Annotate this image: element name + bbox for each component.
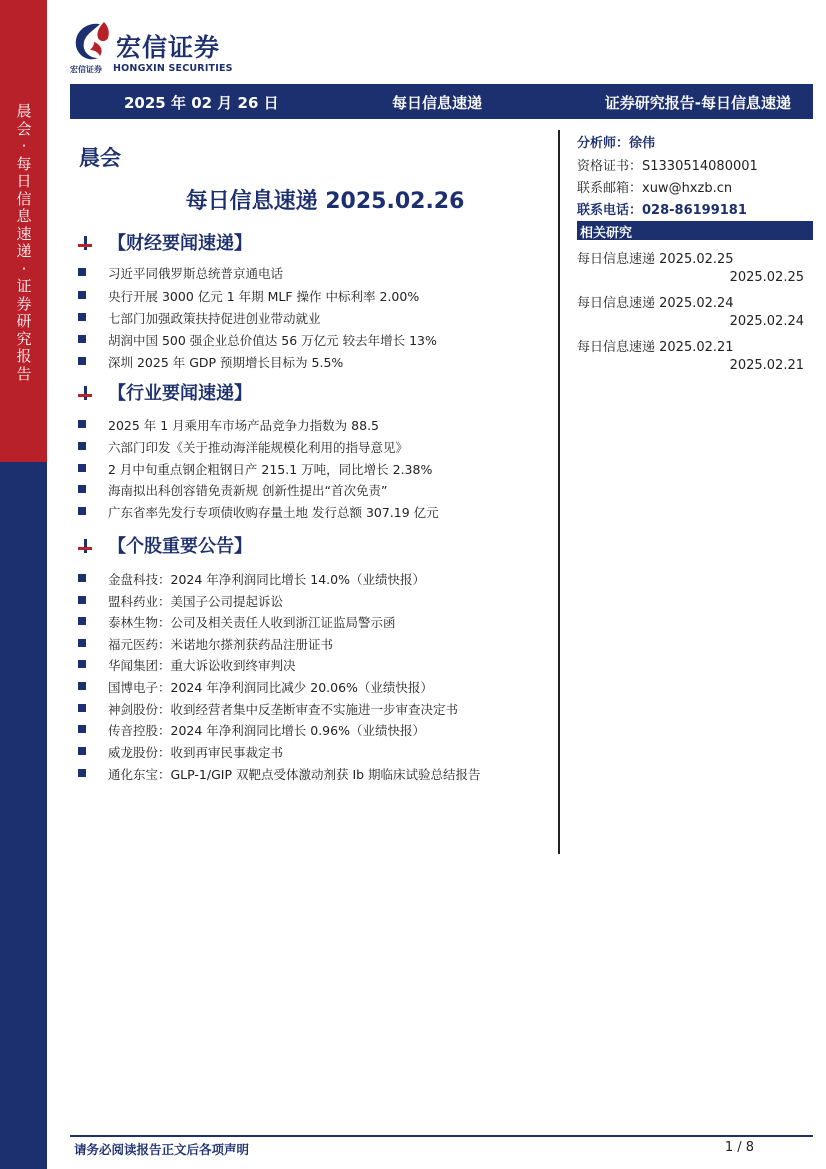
analyst-name: 分析师：徐伟 — [577, 136, 656, 151]
side-bar — [0, 0, 47, 1169]
list-item-text: 盟科药业：美国子公司提起诉讼 — [108, 594, 284, 609]
footer-divider — [70, 1135, 813, 1137]
list-item-text: 2025 年 1 月乘用车市场产品竞争力指数为 88.5 — [108, 418, 379, 433]
section-heading: 【财经要闻速递】 — [108, 233, 252, 254]
related-report-link[interactable]: 每日信息速递 2025.02.25 — [577, 252, 734, 267]
section-heading: 【个股重要公告】 — [108, 536, 252, 557]
list-item-text: 2 月中旬重点钢企粗钢日产 215.1 万吨，同比增长 2.38% — [108, 462, 433, 477]
section-marker-icon — [78, 236, 92, 250]
related-report-link[interactable]: 每日信息速递 2025.02.21 — [577, 340, 734, 355]
related-research-label: 相关研究 — [580, 226, 633, 241]
footer-disclaimer: 请务必阅读报告正文后各项声明 — [74, 1142, 250, 1157]
list-item-text: 国博电子：2024 年净利润同比减少 20.06%（业绩快报） — [108, 680, 433, 695]
logo-company-small: 宏信证券 — [70, 65, 102, 74]
column-divider — [558, 130, 560, 854]
list-item-text: 福元医药：米诺地尔搽剂获药品注册证书 — [108, 637, 334, 652]
header-bar — [70, 84, 813, 119]
related-report-date: 2025.02.25 — [729, 270, 804, 285]
section-marker-icon — [78, 539, 92, 553]
logo-company-cn: 宏信证券 — [116, 33, 221, 62]
analyst-phone: 联系电话：028-86199181 — [577, 203, 747, 218]
list-item-text: 六部门印发《关于推动海洋能规模化利用的指导意见》 — [108, 440, 409, 455]
report-category: 晨会 — [79, 145, 121, 170]
analyst-email: 联系邮箱：xuw@hxzb.cn — [577, 181, 733, 196]
list-item-text: 神剑股份：收到经营者集中反垄断审查不实施进一步审查决定书 — [108, 702, 459, 717]
list-item-text: 胡润中国 500 强企业总价值达 56 万亿元 较去年增长 13% — [108, 333, 437, 348]
list-item-text: 华闻集团：重大诉讼收到终审判决 — [108, 658, 296, 673]
list-item-text: 深圳 2025 年 GDP 预期增长目标为 5.5% — [108, 355, 344, 370]
list-item-text: 通化东宝：GLP-1/GIP 双靶点受体激动剂获 Ib 期临床试验总结报告 — [108, 767, 481, 782]
list-item-text: 广东省率先发行专项债收购存量土地 发行总额 307.19 亿元 — [108, 505, 439, 520]
related-report-date: 2025.02.21 — [729, 358, 804, 373]
related-report-date: 2025.02.24 — [729, 314, 804, 329]
related-research-heading — [577, 221, 813, 240]
analyst-cert: 资格证书：S1330514080001 — [577, 159, 758, 174]
list-item-text: 泰林生物：公司及相关责任人收到浙江证监局警示函 — [108, 615, 396, 630]
list-item-text: 海南拟出科创容错免责新规 创新性提出“首次免责” — [108, 483, 388, 498]
header-right: 证券研究报告-每日信息速递 — [604, 94, 791, 112]
list-item-text: 央行开展 3000 亿元 1 年期 MLF 操作 中标利率 2.00% — [108, 289, 420, 304]
list-item-text: 习近平同俄罗斯总统普京通电话 — [108, 266, 284, 281]
header-middle: 每日信息速递 — [392, 94, 483, 112]
page-title: 每日信息速递 2025.02.26 — [185, 189, 465, 214]
section-heading: 【行业要闻速递】 — [108, 383, 252, 404]
side-label: 晨会·每日信息速递·证券研究报告 — [16, 102, 32, 383]
list-item-text: 传音控股：2024 年净利润同比增长 0.96%（业绩快报） — [108, 723, 425, 738]
header-date: 2025 年 02 月 26 日 — [124, 94, 279, 112]
list-item-text: 七部门加强政策扶持促进创业带动就业 — [108, 311, 321, 326]
section-marker-icon — [78, 386, 92, 400]
list-item-text: 威龙股份：收到再审民事裁定书 — [108, 745, 284, 760]
list-item-text: 金盘科技：2024 年净利润同比增长 14.0%（业绩快报） — [108, 572, 425, 587]
related-report-link[interactable]: 每日信息速递 2025.02.24 — [577, 296, 734, 311]
logo-mark-icon — [70, 20, 112, 68]
logo-company-en: HONGXIN SECURITIES — [113, 63, 233, 74]
company-logo — [70, 20, 260, 76]
page-number: 1 / 8 — [724, 1140, 754, 1155]
